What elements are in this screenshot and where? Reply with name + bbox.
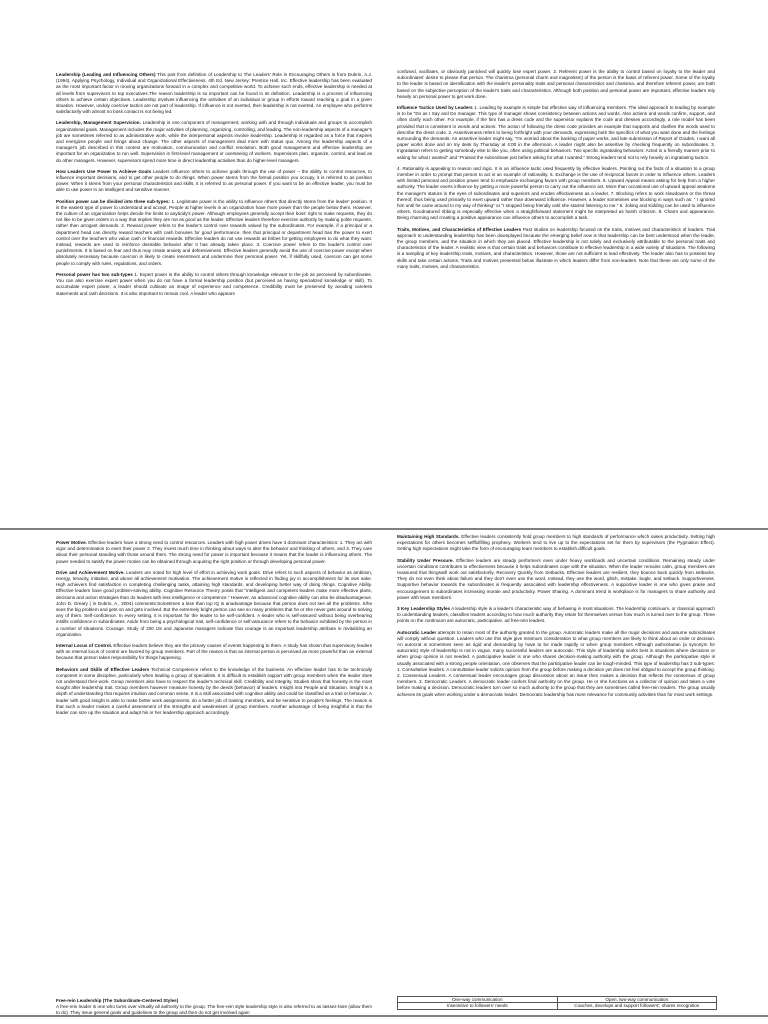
section-heading: Position power can be divided into three sub-types: — [56, 198, 171, 204]
table-cell: Coaches, develops and support followers'; shares recognition — [557, 1003, 717, 1009]
section-heading: Traits, Motives, and Characteristics of Effective Leaders — [397, 226, 522, 232]
paragraph — [56, 169, 372, 194]
paragraph — [56, 72, 372, 115]
section-heading: Behaviors and Skills of Effective Leaders — [56, 666, 150, 672]
paragraph — [56, 643, 372, 662]
table-cell: Insensitive to followers' needs — [398, 1003, 558, 1009]
paragraph-text: This part from definition of Leadership to The Leaders' Role in Encouraging Others is from Dubrin, A.J. (1994). Applying Psychology, Individual and Organizational Effectiveness. 4th Ed. New Jersey: Prentice Hall, Inc. Effective leadership has been evaluated as the most important factor in moving organizations forward in a complex and competitive world. To achieve such ends, effective leadership is needed at all levels from supervisors to top executives.The reason leadership is so important can be found in its definition. Leadership is a process of influencing others to achieve certain objectives. Leadership involves influencing the activities of an individual or group in efforts toward reaching a goal in a given situation. However, unduly coercive tactics are not part of leadership. If influence is not exerted, then leadership is not exerted. An employee who performs satisfactorily with almost no boss contact is not being led. — [56, 72, 372, 115]
paragraph — [397, 166, 715, 222]
paragraph — [56, 199, 372, 267]
paragraph — [397, 534, 715, 553]
paragraph — [397, 105, 715, 161]
table-cell: One-way communication — [398, 997, 558, 1003]
section-heading: Leadership (Leading and Influencing Others) — [56, 72, 156, 77]
paragraph — [397, 606, 715, 625]
section-heading: Drive and Achievement Motive. — [56, 569, 125, 575]
leadership-comparison-table — [397, 996, 717, 1010]
section-heading: Power Motive. — [56, 540, 87, 545]
section-heading: Personal power has two sub-types — [56, 271, 133, 277]
paragraph-text: Past studies on leadership focused on the traits, motives and characteristics of leaders. Trait approach to understanding leadership has been downplayed because the emerging belief now is that leadership can be best understood when the leader, the group members, and the situation in which they are placed. Effective leadership is not solely and exclusively attributable to the personal traits and characteristics of the leader. A realistic view is that certain traits and behaviors contribute to effective leadership in a wide variety of situations. The following is a sampling of key leadership traits, motives, and characteristics. However, those are not sufficient to lead effectively. The leader also has to possess key skills and take certain actions. Traits and motives presented below illustrate in which leaders differ from non-leaders. Note that these are only some of the many traits, motives, and characteristics. — [397, 226, 715, 269]
paragraph — [397, 69, 715, 100]
paragraph-text: Leadership is one component of management, working with and through individuals and groups to accomplish organizational goals. Management includes the major activities of planning, organizing, controlling, and leading. The non-leadership aspects of a manager's job are sometimes referred to as administrative work, while the interpersonal aspects involve leadership. Leadership is regarded as a force that inspires and energizes people and brings about change. The other aspects of management deal more with status quo. Among the leadership aspects of a manager's job described in this context are motivation, communication and conflict resolution. Both good management and effective leadership are important for an organization to run well. Supervision is first-level management or overseeing of workers. Supervisors plan, organize, control, and lead as do other managers. However, supervisors spend more time in direct leadership activities than do higher-level managers. — [56, 120, 372, 163]
paragraph — [397, 227, 715, 270]
paragraph-text: 1. Legitimate power is the ability to influence others that directly stems from the leader' position. It is the easiest type of power to understand and accept. People at higher levels in an organization have more power than the people below them. However, the culture of an organization helps decide the limits to anybody's power. Although employees generally accept their boss' right to make requests, they do not like to be given orders in a way that implies they are not as good as the leader. Effective leaders therefore exercise authority by making polite requests, rather than arrogant demands. 2. Reward power refers to the leader's control over rewards valued by the subordinates. For example, if a principal or a department head can directly reward teachers with cash bonuses for good performance, then that principal or department head has the power to exert control over the teachers who value cash or financial rewards. Effective leaders do not use rewards as bribes for getting employees to do what they want. Instead, rewards are used to reinforce desirable behavior after it has already taken place. 3. Coercive power refers to the leader's control over punishments. It is based on fear and thus may create anxiety and defensiveness. Effective leaders generally avoid the use of coercive power except when absolutely necessary because coercion is likely to create resentment and undermine their personal power. Yet, if skillfully used, coercion can get some people to comply with rules, regulations, and orders. — [56, 198, 372, 266]
table-row — [398, 1003, 717, 1009]
paragraph-text: Leaders influence others to achieve goals through the use of power – the ability to control resources, to influence important decisions, and to get other people to do things. When power stems from the formal position you occupy, it is referred to as position power. When it stems from your personal characteristics and skills, it is referred to as personal power. If you want to be an effective leader, you must be able to use power in an intelligent and sensitive manner. — [56, 168, 372, 193]
paragraph-text: Effective leaders consistently hold group members to high standards of performance which raises productivity. Setting high expectations for others becomes selffulfilling prophecy. Workers tend to live up to the expectations set for them by supervisors (the Pygmalion Effect). Setting high expectations might take the form of encouraging team members to establish difficult goals. — [397, 534, 715, 552]
page-1-right-column — [397, 69, 715, 524]
paragraph — [397, 558, 715, 601]
paragraph — [56, 120, 372, 163]
page-2-right-column — [397, 534, 715, 884]
paragraph-text: Technical Competence refers to the knowledge of the business. An effective leader has to be technically competent in some discipline, particularly when leading a group of specialists. It is difficult to establish rapport with group members when the leader does not understand their work. Group members also have to respect the leader's technical skill. Credibility and Integrity. Studies show that honesty is the most sought after leadership trait. Group members however measure honesty by the deeds (behavior) of leaders. Insight into People and Situation. Insight is a depth of understanding that requires intuition and common sense. It is a skill associated with cognitive ability and could be classified as a trait or behavior. A leader with good insight is able to make better work assignments, do a better job of training members, and be sensitive to people's feelings. The reason is that such a leader makes a careful assessment of the strengths and weaknesses of group members. Another advantage of being insightful is that the leader can size up the situation and adapt his or her leadership approach accordingly. — [56, 666, 372, 716]
paragraph — [56, 667, 372, 717]
paragraph-text: Leaders are noted for high level of effort in achieving work goals. Drive refers to such aspects of behavior as ambition, energy, tenacity, initiative, and above all achievement motivation. The achievement motive is reflected in finding joy in accomplishment for its own sake. High achievers find satisfaction in completing challenging tasks, attaining high standards, and developing better way of doing things. Cognitive Ability. Effective leaders have good problem-solving ability. Cognitive Resource Theory posits that "intelligent and competent leaders make more effective plans, decisions and action strategies than do leaders with less intelligence or competence." However, an advanced cognitive ability can also be disadvantageous. John D. Greary ( in Dubrin, A., 2004) comments:Sometimes a less than top IQ is anadvantage because that person does not see all the problems. S/he sees the big problem and gets on and gets involved. But the extremely bright person can see so many problems that he or she never gets around to solving any of them. Self-confidence. In every setting, it is important for the leader to be self-confident. A leader who is self-assured without being overbearing instills confidence in subordinates. Aside from being a psychological trait, self-confidence or self-assurance refers to the behavior exhibited by the person in a number of situations. Courage. Study of 200 US and Japanese managers indicate that courage is an important leadership attribute in revitalizing an organization. — [56, 569, 372, 637]
page-1-left-column — [56, 72, 372, 522]
paragraph-text: A free-rein leader is one who turns over virtually all authority to the group. The free-rein style leadership style is also referred to as laissez-faire (allow them to do). They issue general goals and guidelines to the group and then do not get involved again — [56, 1004, 372, 1016]
paragraph-text: Effective leaders have a strong need to control resources. Leaders with high power drives have 3 dominant characteristics: 1. They act with vigor and determination to exert their power 2. They invest much time in thinking about ways to alter the behavior and thinking of others, and 3. They care about their personal standing with those around them. The strong need for power is important because it means that the leader is influencing others. The power needed to satisfy the power motive can be obtained through acquiring the right position or through developing personal power. — [56, 540, 372, 564]
section-heading: How Leaders Use Power to Achieve Goals — [56, 168, 152, 174]
paragraph-text: 1. Leading by example is simple but effective way of influencing members. The ideal approach to leading by example is to be "Do as I Say and Do manager. This type of manager shows consistency between actions and words. Also actions and words confirm, support, and often clarify each other. For example, if the firm has a dress code and the supervisor explains the code and dresses accordingly, a role model has been provided that is consistent in words and actions. The action of following the dress code provides an example that supports and clarifies the words used to describe the dress code. 2. Assertiveness refers to being forthright with your demands, expressing both the specifics of what you want done and the feelings surrounding the demands. An assertive leader might say, "I'm worried about the backlog of paper works, and late submission of Report of Grades, I want all paper works done and on my desk by Thursday at 4:00 in the afternoon. A leader might also be assertive by checking frequently on subordinates. 3. Ingratiation refers to getting somebody else to like you, often using political behaviors. Two specific ingratiating behaviors: Acted in a friendly manner prior to asking for what I wanted" and "Praised the subordinate just before asking for what I wanted." Strong leaders tend not to rely heavily on ingratiating tactics. — [397, 105, 715, 160]
paragraph-text: 4. Rationality is appealing to reason and logic. It is an influence tactic used frequently by effective leaders. Pointing out the facts of a situation to a group member in order to prompt that person to act is an example of rationality. 5. Exchange is the use of reciprocal favors in order to influence others. Leaders with limited personal and position power tend to emphasize exchanging favors with group members. 6. Upward Appeal means asking for help from a higher authority. The leader exerts influence by getting a more powerful person to carry out the influence act. More than occasional use of upward appeal weakens the manager's stature in the eyes of subordinates and superiors and erodes effectiveness as a leader. 7. Blocking refers to work slowdowns or the threat thereof, thus being used primarily to exert upward rather than downward influence. However, a leader sometimes use blocking in ways such as: " I ignored him until he came around to my way of thinking" or "I stopped being friendly until she started listening to me." 8. Joking and Kidding can be used to influence others. Goodnatured ribbing is especially effective when a straightforward statement might be interpreted as harsh criticism. 9. Charm and appearance. Being charming and creating a positive appearance can influence others to accomplish a task. — [397, 165, 715, 221]
paragraph-text: attempts to retain most of the authority granted to the group. Autocratic leaders make all the major decisions and assume subordinates will comply without question. Leaders who use this style give minimum consideration to what group members are likely to think about an order or decision. An autocrat is sometimes seen as rigid and demanding by have to be made rapidly or when group members Although authoritarian (a synonym for autocratic) style of leadership is not in vogue, many successful leaders are autocratic. This style of leadership works best in situations where decisions or when group opinion is not needed. A participative leader is one who shares decision-making authority with the group. Although the participative style is usually associated with a strong people orientation, one observes that the participative leader can be tough-minded. This type of leadership has 3 sub-types: 1. Consultative leaders. A consultative leader solicits opinion from the group before making a decision yet does not feel obliged to accept the group thinking. 2. Consensual Leaders. A consensual leader encourages group discussion about an issue then makes a decision that reflects the consensus of group members. 3. Democratic Leaders. A democratic leader confers final authority on the group. He or she functions as a collector of opinion and takes a vote before making a decision. Democratic leaders turn over so much authority to the group that they are sometimes called free-rein leaders. The group usually achieves its goals when working under a democratic leader. Democratic leadership has more relevance for community activities than for most work settings. — [397, 629, 715, 697]
page-3-left-column — [56, 998, 372, 1024]
table-cell: Open, two-way communication — [557, 997, 717, 1003]
section-heading: Leadership, Management Supervision. — [56, 120, 141, 126]
paragraph-text: A leadership style is a leader's characteristic way of behaving in most situations. The leadership continuum, or classical approach to understanding leaders, classifies leaders according to how much authority they retain for themselves versus how much is turned over to the group. Three points on the continuum are autocratic, participative, ad free-rein leaders. — [397, 606, 715, 624]
page-2-left-column — [56, 540, 372, 890]
paragraph-text: Effective leaders believe they are the primary causes of events happening to them. A study has shown that supervisory leaders with an internal locus of control are favored by group members. Part of the reason is that an internal person is perceived as more powerful than an external because that person takes responsibility for things happening. — [56, 643, 372, 661]
section-heading: Free-rein Leadership (The Subordinate-Centered Styles) — [56, 998, 179, 1003]
section-heading: Influence Tactics Used by Leaders — [397, 105, 473, 111]
section-heading: Maintaining High Standards. — [397, 534, 460, 539]
paragraph — [56, 272, 372, 297]
section-heading: 3 Key Leadership Styles — [397, 606, 451, 612]
section-heading: Autocratic Leader — [397, 629, 437, 635]
paragraph — [56, 540, 372, 565]
paragraph-text: 1. Expert power is the ability to control others through knowledge relevant to the job as perceived by subordinates. You can also exercise expert power when you do not have a formal leadership position (but perceived as having specialized knowledge or skill). To accumulate expert power, a leader should cultivate an image of experience and competence. Credibility must be preserved by avoiding careless statements and rash decisions. It is also important to remain cool. A leader who appears — [56, 271, 372, 296]
section-heading: Internal Locus of Control. — [56, 643, 113, 649]
paragraph-text: Effective leaders are steady performers even under heavy workloads and uncertain conditions. Remaining steady under uncertain conditions contributes to effectiveness because it helps subordinates cope with the situation. When the leader remains calm, group members are reassured that thingswill work out satisfactorily. Recovery Quickly from Setbacks. Effective leaders are resilient, they bounce back quickly from setbacks. They do not even think about failure and they don't even use the word. Instead, they use the word, glitch, mistake, bugle, and setback. Supportiveness. Supportive behavior towards the subordinates is frequently associated with leadership effectiveness. A supportive leader is one who gives praise and encouragement to subordinates increasing morale and productivity. Power Sharing. A dominant trend in workplace is for managers to share authority and power with team members. — [397, 557, 715, 600]
paragraph-text: confused, vacillates, or obviously panicked will quickly lose expert power. 2. Referent power is the ability to control based on loyalty to the leader and subordinates' desire to please that person. The charisma (personal charm and magnetism) of the person is the basis of referent power. Some of the loyalty to the leader is based on identification with the leader's personality traits and personal characteristics and charisma, and therefore referent power, are both based on the subjective perception of the leader's traits and characteristics. Although both position and personal power are important, effective leaders rely heavily on personal power to get work done. — [397, 69, 715, 99]
paragraph — [56, 570, 372, 638]
section-heading: Stability Under Pressure. — [397, 557, 454, 563]
paragraph — [397, 630, 715, 698]
